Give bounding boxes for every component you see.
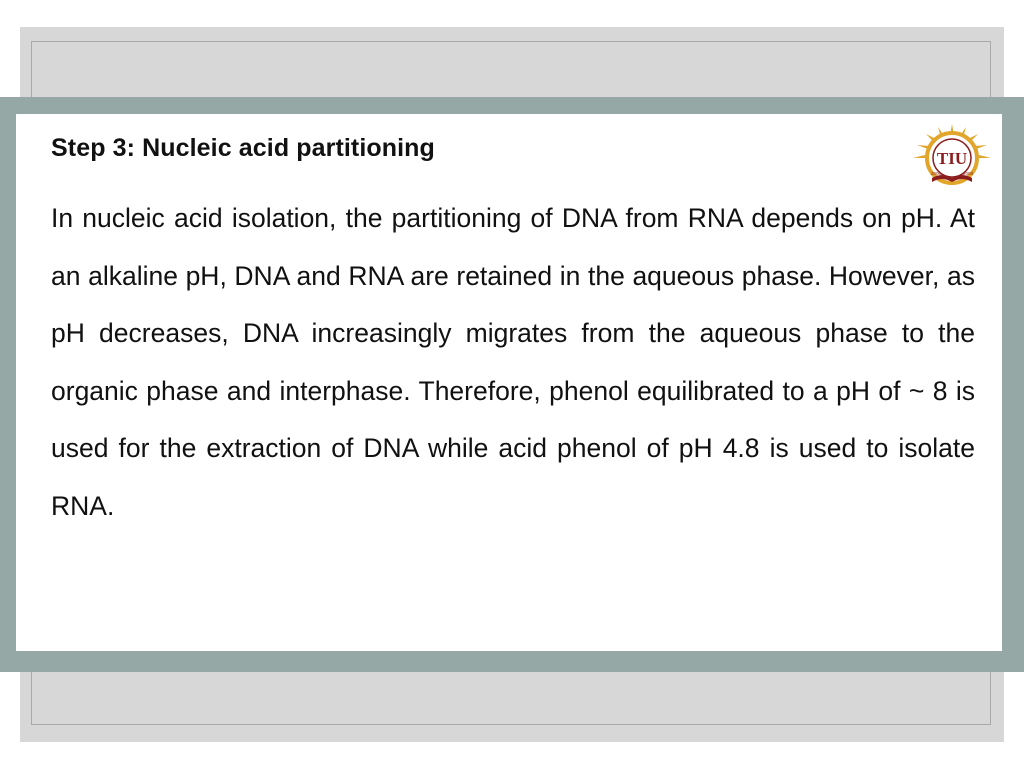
logo-monogram: TIU [936,149,968,168]
university-logo-icon [908,122,996,194]
slide-body-text: In nucleic acid isolation, the partitioning of DNA from RNA depends on pH. At an alkaline pH, DNA and RNA are retained in the aqueous phase. However, as pH decreases, DNA increasingly migrates from the aqueous phase to the organic phase and interphase. Therefore, phenol equilibrated to a pH of ~ 8 is used for the extraction of DNA while acid phenol of pH 4.8 is used to isolate RNA. [51,203,975,521]
slide-title: Step 3: Nucleic acid partitioning [51,134,435,162]
logo-year-left: 2006 [930,171,942,176]
logo-year-right: 2008 [962,171,974,176]
